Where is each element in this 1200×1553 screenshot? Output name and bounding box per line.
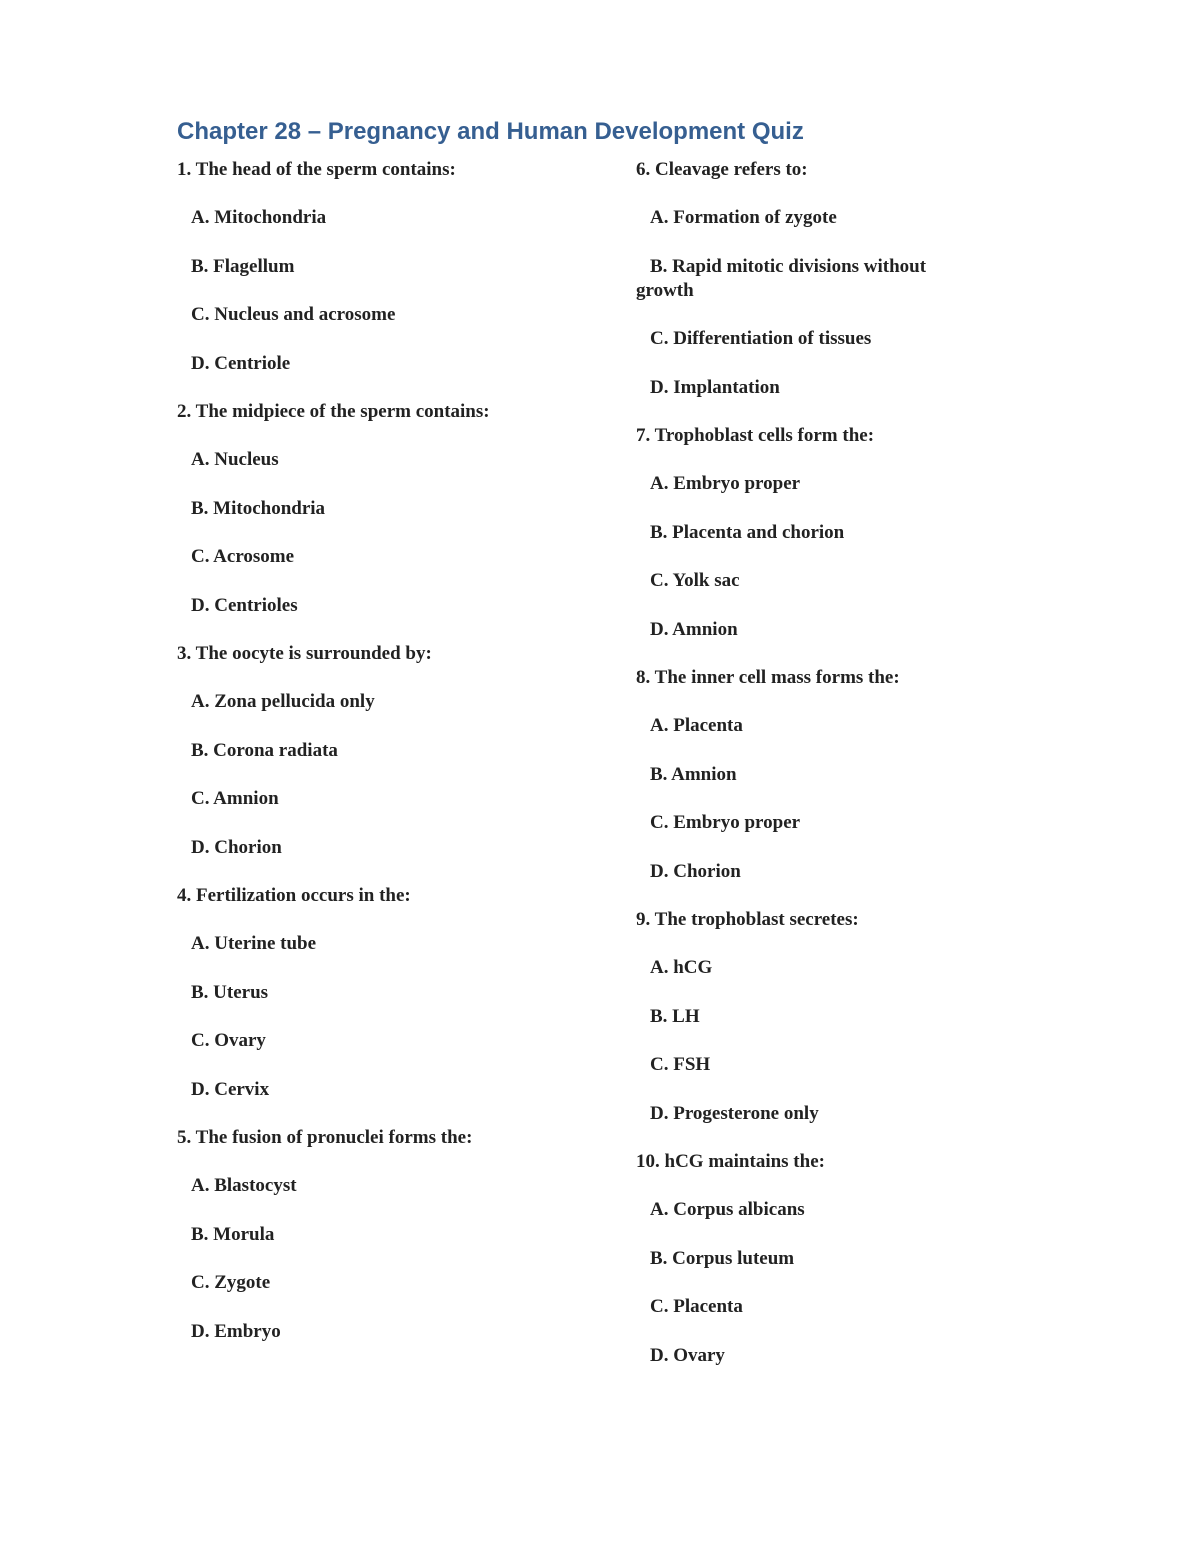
option-d: D. Ovary [650, 1344, 725, 1366]
left-column [177, 158, 597, 1368]
option-b: B. Corpus luteum [650, 1247, 795, 1269]
question-5 [177, 1126, 597, 1344]
option-d: D. Implantation [650, 376, 780, 398]
option-c: C. Zygote [191, 1272, 271, 1293]
question-text: 6. Cleavage refers to: [636, 159, 808, 180]
option-a: A. Corpus albicans [650, 1199, 805, 1220]
option-d: D. Centrioles [191, 594, 298, 616]
option-a: A. Formation of zygote [650, 207, 837, 228]
question-text: 4. Fertilization occurs in the: [177, 885, 411, 906]
question-3 [177, 642, 597, 860]
option-c: C. Placenta [650, 1296, 743, 1317]
question-text: 9. The trophoblast secretes: [636, 909, 859, 930]
option-c: C. Ovary [191, 1030, 266, 1051]
question-4 [177, 884, 597, 1102]
question-text: 7. Trophoblast cells form the: [636, 425, 875, 446]
option-b: B. Uterus [191, 981, 269, 1003]
question-text: 8. The inner cell mass forms the: [636, 667, 900, 688]
option-d: D. Progesterone only [650, 1102, 819, 1124]
option-b: B. Amnion [650, 763, 737, 785]
option-b: B. Morula [191, 1223, 275, 1245]
option-a: A. Mitochondria [191, 207, 327, 228]
option-d: D. Amnion [650, 618, 738, 640]
question-text: 3. The oocyte is surrounded by: [177, 643, 432, 664]
option-a: A. Uterine tube [191, 933, 317, 954]
option-b: B. Placenta and chorion [650, 521, 845, 543]
option-d: D. Chorion [191, 836, 282, 858]
right-column [636, 158, 986, 1392]
option-c: C. Amnion [191, 788, 279, 809]
question-9 [636, 908, 986, 1126]
question-7 [636, 424, 986, 642]
option-c: C. Yolk sac [650, 570, 740, 591]
option-a: A. Zona pellucida only [191, 691, 375, 712]
question-10 [636, 1150, 986, 1368]
question-6 [636, 158, 986, 400]
option-d: D. Embryo [191, 1320, 281, 1342]
option-b: B. Flagellum [191, 255, 295, 277]
question-text: 5. The fusion of pronuclei forms the: [177, 1127, 473, 1148]
question-1 [177, 158, 597, 376]
option-c: C. Nucleus and acrosome [191, 304, 396, 325]
option-b: B. Corona radiata [191, 739, 338, 761]
option-c: C. Acrosome [191, 546, 295, 567]
option-b: B. LH [650, 1005, 700, 1027]
option-a: A. Nucleus [191, 449, 279, 470]
option-a: A. Embryo proper [650, 473, 801, 494]
option-b: B. Rapid mitotic divisions without growth [636, 255, 927, 301]
option-b: B. Mitochondria [191, 497, 326, 519]
question-2 [177, 400, 597, 618]
option-c: C. FSH [650, 1054, 711, 1075]
option-c: C. Differentiation of tissues [650, 328, 872, 349]
question-8 [636, 666, 986, 884]
option-a: A. hCG [650, 957, 713, 978]
question-text: 1. The head of the sperm contains: [177, 159, 456, 180]
option-c: C. Embryo proper [650, 812, 801, 833]
question-text: 2. The midpiece of the sperm contains: [177, 401, 490, 422]
option-a: A. Placenta [650, 715, 743, 736]
option-a: A. Blastocyst [191, 1175, 297, 1196]
question-text: 10. hCG maintains the: [636, 1151, 825, 1172]
option-d: D. Centriole [191, 352, 291, 374]
page-title: Chapter 28 – Pregnancy and Human Development Quiz [177, 118, 804, 145]
option-d: D. Cervix [191, 1078, 270, 1100]
option-d: D. Chorion [650, 860, 741, 882]
